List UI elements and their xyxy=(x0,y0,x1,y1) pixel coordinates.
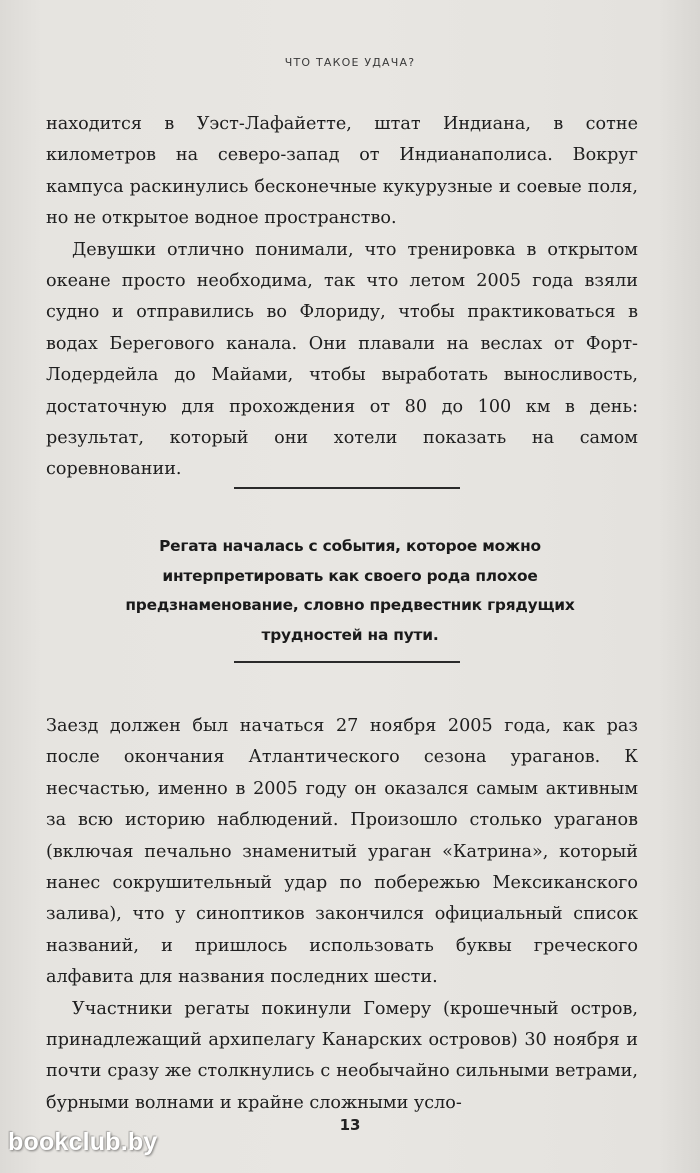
paragraph-hurricanes: Заезд должен был начаться 27 ноября 2005 года, как раз после окончания Атлантического сезона ураганов. К несчастью, именно в 2005 году он оказался самым активным за всю историю наблюдений. Произошло столько ураганов (включая печально знаменитый ураган «Катрина», который нанес сокрушительный удар по побережью Мексиканского залива), что у синоптиков закончился официальный список названий, и пришлось использовать буквы греческого алфавита для названия последних шести. xyxy=(46,716,638,988)
pullquote: Регата началась с события, которое можно интерпретировать как своего рода плохое предзнаменование, словно предвестник грядущих трудностей на пути. xyxy=(125,537,575,644)
page-number: 13 xyxy=(339,1116,361,1134)
paragraph-training: Девушки отлично понимали, что тренировка в открытом океане просто необходима, так что летом 2005 года взяли судно и отправились во Флориду, чтобы практиковаться в водах Берегового канала. Они плавали на веслах от Форт-Лодердейла до Майами, чтобы выработать выносливость, достаточную для прохождения от 80 до 100 км в день: результат, который они хотели показать на самом соревновании. xyxy=(46,239,638,480)
paragraph-departure: Участники регаты покинули Гомеру (крошечный остров, принадлежащий архипелагу Канарских островов) 30 ноября и почти сразу же столкнулись с необычайно сильными ветрами, бурными волнами и крайне сложными усло- xyxy=(46,998,638,1113)
body-text-bottom xyxy=(46,711,638,1119)
body-text-top xyxy=(46,109,638,486)
running-head: ЧТО ТАКОЕ УДАЧА? xyxy=(284,56,416,69)
pullquote-rule-bottom xyxy=(234,661,460,663)
paragraph-continuation: находится в Уэст-Лафайетте, штат Индиана, в сотне километров на северо-запад от Индианаполиса. Вокруг кампуса раскинулись бесконечные кукурузные и соевые поля, но не открытое водное пространство. xyxy=(46,114,638,229)
watermark-logo: bookclub.by xyxy=(8,1128,158,1156)
pullquote-rule-top xyxy=(234,487,460,489)
